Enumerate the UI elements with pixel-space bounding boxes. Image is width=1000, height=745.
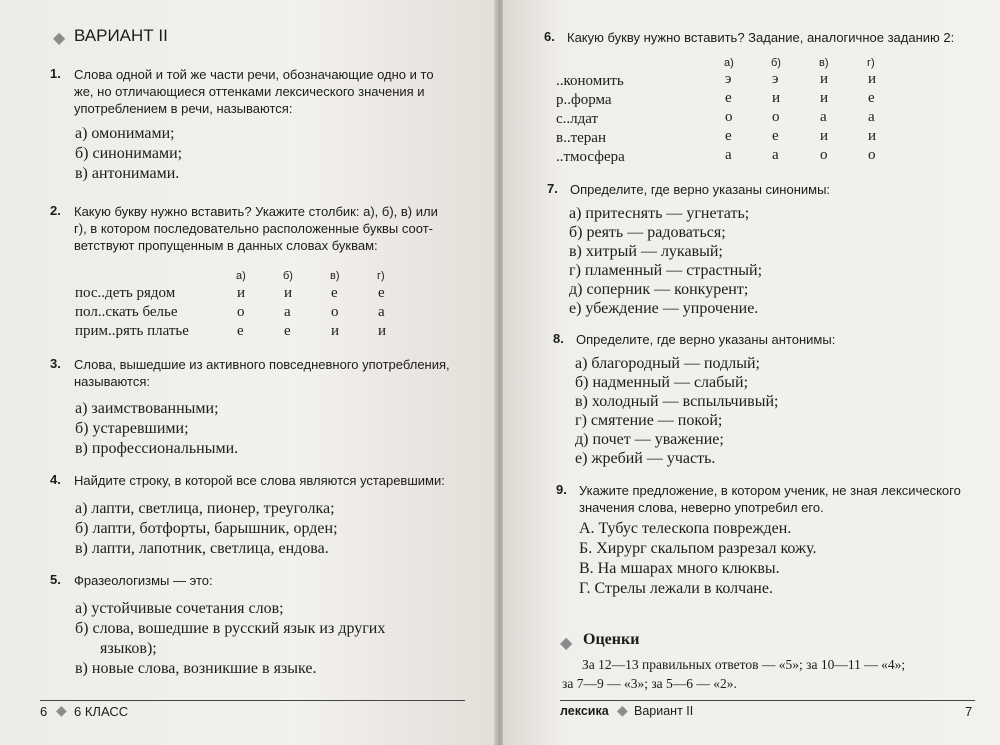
right-page (503, 0, 1000, 745)
answer-option: д) почет — уважение; (575, 431, 724, 448)
column-header: г) (377, 270, 385, 282)
question-text: Слова, вышедшие из активного повседневного употребления, (74, 357, 450, 372)
table-cell: и (868, 128, 877, 144)
table-cell: и (820, 71, 829, 87)
diamond-icon: ◆ (617, 702, 628, 718)
column-header: б) (283, 270, 293, 282)
table-cell: э (725, 71, 732, 87)
question-text: значения слова, неверно употребил его. (579, 500, 824, 515)
answer-option: б) синонимами; (75, 145, 183, 162)
table-cell: и (820, 128, 829, 144)
table-cell: о (820, 147, 828, 163)
answer-option: д) соперник — конкурент; (569, 281, 749, 298)
table-cell: а (725, 147, 732, 163)
answer-option: б) устаревшими; (75, 420, 189, 437)
answer-option: в) лапти, лапотник, светлица, ендова. (75, 540, 329, 557)
left-page (0, 0, 497, 745)
table-cell: е (378, 285, 385, 301)
table-cell: и (237, 285, 246, 301)
table-cell: и (820, 90, 829, 106)
answer-option: е) убеждение — упрочение. (569, 300, 759, 317)
question-text: Определите, где верно указаны антонимы: (576, 332, 836, 347)
table-word: ..тмосфера (556, 149, 625, 165)
table-word: с..лдат (556, 111, 599, 127)
question-number: 4. (50, 472, 61, 487)
question-text: Определите, где верно указаны синонимы: (570, 182, 831, 197)
table-cell: и (284, 285, 293, 301)
answer-option: б) лапти, ботфорты, барышник, орден; (75, 520, 338, 537)
table-cell: о (868, 147, 876, 163)
question-text: ветствуют пропущенным в данных словах буквам: (74, 238, 378, 253)
answer-option: г) пламенный — страстный; (569, 262, 763, 279)
table-word: пол..скать белье (75, 304, 178, 320)
answer-option: в) профессиональными. (75, 440, 239, 457)
table-word: р..форма (556, 92, 612, 108)
answer-option: а) устойчивые сочетания слов; (75, 600, 284, 617)
column-header: а) (724, 57, 734, 69)
answer-option: е) жребий — участь. (575, 450, 716, 467)
table-cell: е (331, 285, 338, 301)
table-cell: е (725, 90, 732, 106)
question-text: Какую букву нужно вставить? Укажите столбик: а), б), в) или (74, 204, 438, 219)
answer-option: а) благородный — подлый; (575, 355, 760, 372)
footer-rule (560, 700, 975, 701)
diamond-icon: ◆ (560, 635, 573, 652)
column-header: б) (771, 57, 781, 69)
column-header: в) (819, 57, 829, 69)
table-cell: о (725, 109, 733, 125)
footer-label: 6 КЛАСС (74, 704, 129, 719)
question-number: 6. (544, 29, 555, 44)
grades-title: Оценки (583, 631, 640, 648)
question-number: 9. (556, 482, 567, 497)
table-cell: э (772, 71, 779, 87)
table-cell: а (772, 147, 779, 163)
question-number: 2. (50, 203, 61, 218)
column-header: в) (330, 270, 340, 282)
question-text: Найдите строку, в которой все слова являются устаревшими: (74, 473, 445, 488)
question-number: 8. (553, 331, 564, 346)
table-cell: а (820, 109, 827, 125)
question-text: Слова одной и той же части речи, обозначающие одно и то (74, 67, 434, 82)
table-cell: а (284, 304, 291, 320)
table-cell: а (868, 109, 875, 125)
question-text: Фразеологизмы — это: (74, 573, 213, 588)
answer-option: г) смятение — покой; (575, 412, 723, 429)
question-text: г), в котором последовательно расположенные буквы соот- (74, 221, 433, 236)
question-number: 7. (547, 181, 558, 196)
table-cell: и (868, 71, 877, 87)
answer-option: в) хитрый — лукавый; (569, 243, 723, 260)
table-cell: о (237, 304, 245, 320)
question-number: 3. (50, 356, 61, 371)
table-cell: а (378, 304, 385, 320)
table-cell: е (772, 128, 779, 144)
table-cell: и (772, 90, 781, 106)
page-number: 6 (40, 704, 48, 719)
table-cell: о (772, 109, 780, 125)
answer-option: Б. Хирург скальпом разрезал кожу. (579, 540, 817, 557)
table-word: в..теран (556, 130, 606, 146)
answer-option: б) реять — радоваться; (569, 224, 726, 241)
answer-option: б) слова, вошедшие в русский язык из других (75, 620, 386, 637)
diamond-icon: ◆ (53, 30, 66, 47)
diamond-icon: ◆ (56, 702, 67, 718)
table-word: пос..деть рядом (75, 285, 176, 301)
column-header: а) (236, 270, 246, 282)
answer-option: а) омонимами; (75, 125, 175, 142)
footer-rule (40, 700, 465, 701)
answer-option: в) антонимами. (75, 165, 180, 182)
table-cell: е (237, 323, 244, 339)
footer-section: лексика (560, 704, 609, 718)
answer-option: а) заимствованными; (75, 400, 219, 417)
table-cell: и (331, 323, 340, 339)
question-text: же, но отличающиеся оттенками лексического значения и (74, 84, 425, 99)
question-text: употреблением в речи, называются: (74, 101, 293, 116)
question-text: называются: (74, 374, 150, 389)
answer-option: б) надменный — слабый; (575, 374, 749, 391)
answer-option: Г. Стрелы лежали в колчане. (579, 580, 773, 597)
grades-line: За 12—13 правильных ответов — «5»; за 10—11 — «4»; (582, 657, 906, 672)
page-number: 7 (965, 704, 973, 719)
table-word: прим..рять платье (75, 323, 189, 339)
question-text: Какую букву нужно вставить? Задание, аналогичное заданию 2: (567, 30, 955, 45)
table-cell: о (331, 304, 339, 320)
table-cell: е (284, 323, 291, 339)
question-number: 5. (50, 572, 61, 587)
answer-option: А. Тубус телескопа поврежден. (579, 520, 792, 537)
table-word: ..кономить (556, 73, 624, 89)
table-cell: и (378, 323, 387, 339)
table-cell: е (868, 90, 875, 106)
question-number: 1. (50, 66, 61, 81)
column-header: г) (867, 57, 875, 69)
table-cell: е (725, 128, 732, 144)
answer-option: языков); (100, 640, 157, 657)
answer-option: в) новые слова, возникшие в языке. (75, 660, 317, 677)
answer-option: а) притеснять — угнетать; (569, 205, 750, 222)
answer-option: в) холодный — вспыльчивый; (575, 393, 779, 410)
grades-line: за 7—9 — «3»; за 5—6 — «2». (562, 676, 737, 691)
answer-option: а) лапти, светлица, пионер, треуголка; (75, 500, 335, 517)
variant-title: ВАРИАНТ II (74, 26, 168, 45)
question-text: Укажите предложение, в котором ученик, не зная лексического (579, 483, 961, 498)
footer-variant: Вариант II (634, 704, 694, 718)
answer-option: В. На мшарах много клюквы. (579, 560, 780, 577)
